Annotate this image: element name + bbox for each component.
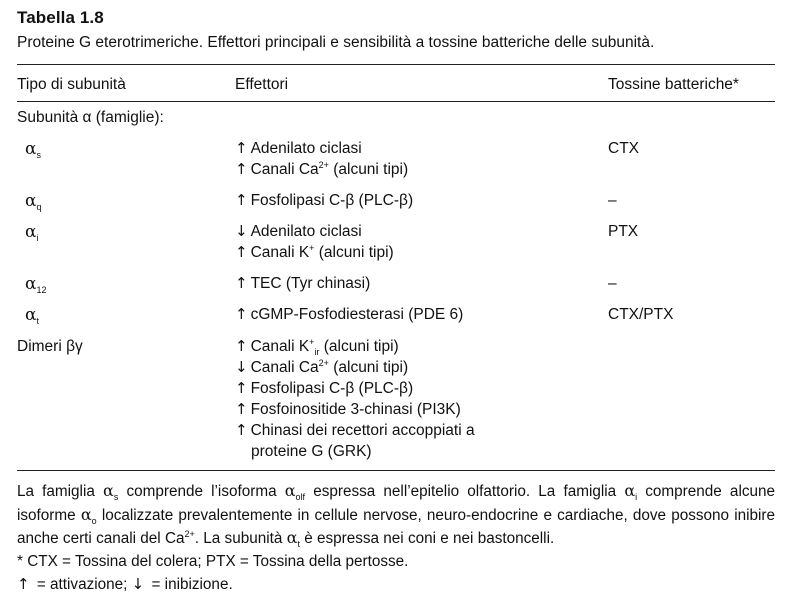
up-arrow-icon: ↑	[235, 337, 248, 355]
toxin-12: –	[608, 275, 617, 292]
down-arrow-icon: ↓	[235, 222, 248, 240]
up-arrow-icon: ↑	[235, 379, 248, 397]
toxin-s: CTX	[608, 140, 639, 157]
up-arrow-icon: ↑	[235, 274, 248, 292]
toxin-t: CTX/PTX	[608, 306, 674, 323]
effector-dimer-5: proteine G (GRK)	[251, 443, 372, 460]
up-arrow-icon: ↑	[235, 191, 248, 209]
alpha-group-label: Subunità α (famiglie):	[17, 109, 164, 126]
footnote-isoforms: La famiglia $\alpha_s$ comprende l’isoforma $\alpha_{olf}$ espressa nell’epitelio olfattorio. La famiglia $\alpha_i$ comprende alcune isoforme $\alpha_o$ localizzate prevalentemente in cellule nervose, neuro-endocrine e cardiache, dove possono inibire anche certi canali del $Ca^{2+}$. La subunità $\alpha_t$ è espressa nei coni e nei bastoncelli.	[17, 481, 776, 549]
up-arrow-icon: ↑	[235, 243, 248, 261]
effector-dimer-4: ↑ Chinasi dei recettori accoppiati a	[235, 421, 475, 439]
header-subunit-type: Tipo di subunità	[17, 76, 126, 93]
header-rule	[17, 101, 775, 102]
effector-dimer-1: ↓ Canali $Ca^{2+}$ (alcuni tipi)	[235, 358, 409, 376]
table-title: Tabella 1.8	[17, 8, 104, 27]
table-caption: Proteine G eterotrimeriche. Effettori principali e sensibilità a tossine batteriche delle subunità.	[17, 34, 655, 51]
effector-12-0: ↑ TEC (Tyr chinasi)	[235, 274, 371, 292]
up-arrow-icon: ↑	[235, 421, 248, 439]
footnote-arrow-legend: ↑ = attivazione; ↓ = inibizione.	[17, 575, 233, 593]
dimer-label: Dimeri βγ	[17, 338, 83, 355]
effector-i-0: ↓ Adenilato ciclasi	[235, 222, 362, 240]
up-arrow-icon: ↑	[17, 575, 30, 593]
subunit-12: $\alpha_{12}$	[25, 274, 47, 295]
subunit-t: $\alpha_t$	[25, 305, 39, 326]
subunit-i: $\alpha_i$	[25, 222, 39, 243]
effector-dimer-0: ↑ Canali $K^+_{ir}$ (alcuni tipi)	[235, 337, 399, 357]
up-arrow-icon: ↑	[235, 139, 248, 157]
effector-dimer-3: ↑ Fosfoinositide 3-chinasi (PI3K)	[235, 400, 461, 418]
header-effectors: Effettori	[235, 76, 289, 93]
effector-q-0: ↑ Fosfolipasi C-β (PLC-β)	[235, 191, 414, 209]
top-rule	[17, 64, 775, 65]
effector-dimer-2: ↑ Fosfolipasi C-β (PLC-β)	[235, 379, 414, 397]
effector-s-0: ↑ Adenilato ciclasi	[235, 139, 362, 157]
subunit-s: $\alpha_s$	[25, 139, 41, 160]
header-bacterial-toxins: Tossine batteriche*	[608, 76, 739, 93]
toxin-i: PTX	[608, 223, 639, 240]
up-arrow-icon: ↑	[235, 400, 248, 418]
subunit-q: $\alpha_q$	[25, 191, 42, 212]
up-arrow-icon: ↑	[235, 160, 248, 178]
effector-s-1: ↑ Canali $Ca^{2+}$ (alcuni tipi)	[235, 160, 409, 178]
toxin-q: –	[608, 192, 617, 209]
effector-t-0: ↑ cGMP-Fosfodiesterasi (PDE 6)	[235, 305, 464, 323]
up-arrow-icon: ↑	[235, 305, 248, 323]
down-arrow-icon: ↓	[131, 575, 145, 593]
footnotes	[17, 480, 775, 597]
down-arrow-icon: ↓	[235, 358, 248, 376]
effector-i-1: ↑ Canali K+ (alcuni tipi)	[235, 243, 394, 261]
bottom-rule	[17, 470, 775, 471]
footnote-toxin-abbreviations: * CTX = Tossina del colera; PTX = Tossina della pertosse.	[17, 552, 409, 570]
